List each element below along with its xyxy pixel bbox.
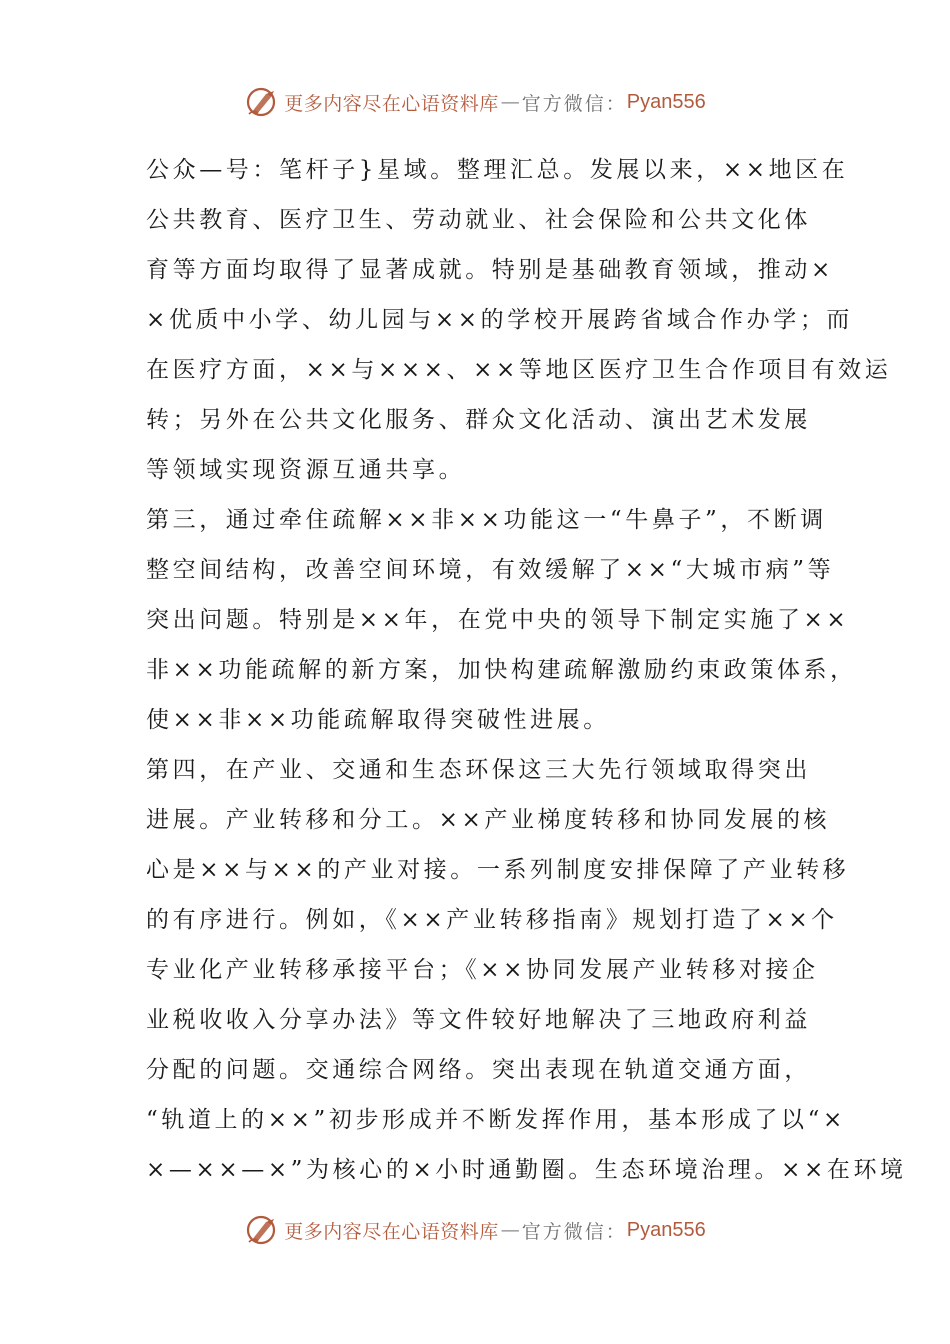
text-line: 心是××与××的产业对接。一系列制度安排保障了产业转移 (146, 857, 850, 883)
text-line: ×—××—×”为核心的×小时通勤圈。生态环境治理。××在环境 (146, 1157, 907, 1183)
text-line: 的有序进行。例如，《××产业转移指南》规划打造了××个 (146, 907, 838, 933)
pen-nib-circle-icon (244, 85, 278, 119)
banner-wechat-id: Pyan556 (626, 90, 706, 113)
text-line: 进展。产业转移和分工。××产业梯度转移和协同发展的核 (146, 807, 831, 833)
text-line: 转；另外在公共文化服务、群众文化活动、演出艺术发展 (146, 407, 811, 433)
text-line: 分配的问题。交通综合网络。突出表现在轨道交通方面， (146, 1057, 811, 1083)
banner-wechat-label: 官方微信： (521, 1220, 627, 1243)
banner-wechat-id: Pyan556 (626, 1218, 706, 1241)
text-line: 第三，通过牵住疏解××非××功能这一“牛鼻子”，不断调 (146, 507, 827, 533)
text-line: 业税收收入分享办法》等文件较好地解决了三地政府利益 (146, 1007, 811, 1033)
banner-separator: — (500, 1219, 520, 1241)
text-line: 使××非××功能疏解取得突破性进展。 (146, 707, 610, 733)
text-line: 整空间结构，改善空间环境，有效缓解了××“大城市病”等 (146, 557, 835, 583)
text-line: 非××功能疏解的新方案，加快构建疏解激励约束政策体系， (146, 657, 857, 683)
text-line: 突出问题。特别是××年，在党中央的领导下制定实施了×× (146, 607, 850, 633)
pen-nib-circle-icon (244, 1213, 278, 1247)
text-line: 第四，在产业、交通和生态环保这三大先行领域取得突出 (146, 757, 811, 783)
text-line: 公共教育、医疗卫生、劳动就业、社会保险和公共文化体 (146, 207, 811, 233)
text-line: 育等方面均取得了显著成就。特别是基础教育领域，推动× (146, 257, 834, 283)
banner-separator: — (500, 91, 520, 113)
banner-slogan: 更多内容尽在心语资料库 (284, 92, 499, 115)
footer-watermark-banner (0, 1208, 950, 1252)
text-line: 等领域实现资源互通共享。 (146, 457, 466, 483)
document-body (146, 145, 907, 1195)
text-line: 专业化产业转移承接平台；《××协同发展产业转移对接企 (146, 957, 819, 983)
text-line: ×优质中小学、幼儿园与××的学校开展跨省域合作办学；而 (146, 307, 854, 333)
banner-wechat-label: 官方微信： (521, 92, 627, 115)
banner-slogan: 更多内容尽在心语资料库 (284, 1220, 499, 1243)
text-line: 公众—号：笔杆子}星域。整理汇总。发展以来，××地区在 (146, 157, 849, 183)
text-line: 在医疗方面，××与×××、××等地区医疗卫生合作项目有效运 (146, 357, 892, 383)
header-watermark-banner (0, 80, 950, 124)
text-line: “轨道上的××”初步形成并不断发挥作用，基本形成了以“× (146, 1107, 846, 1133)
